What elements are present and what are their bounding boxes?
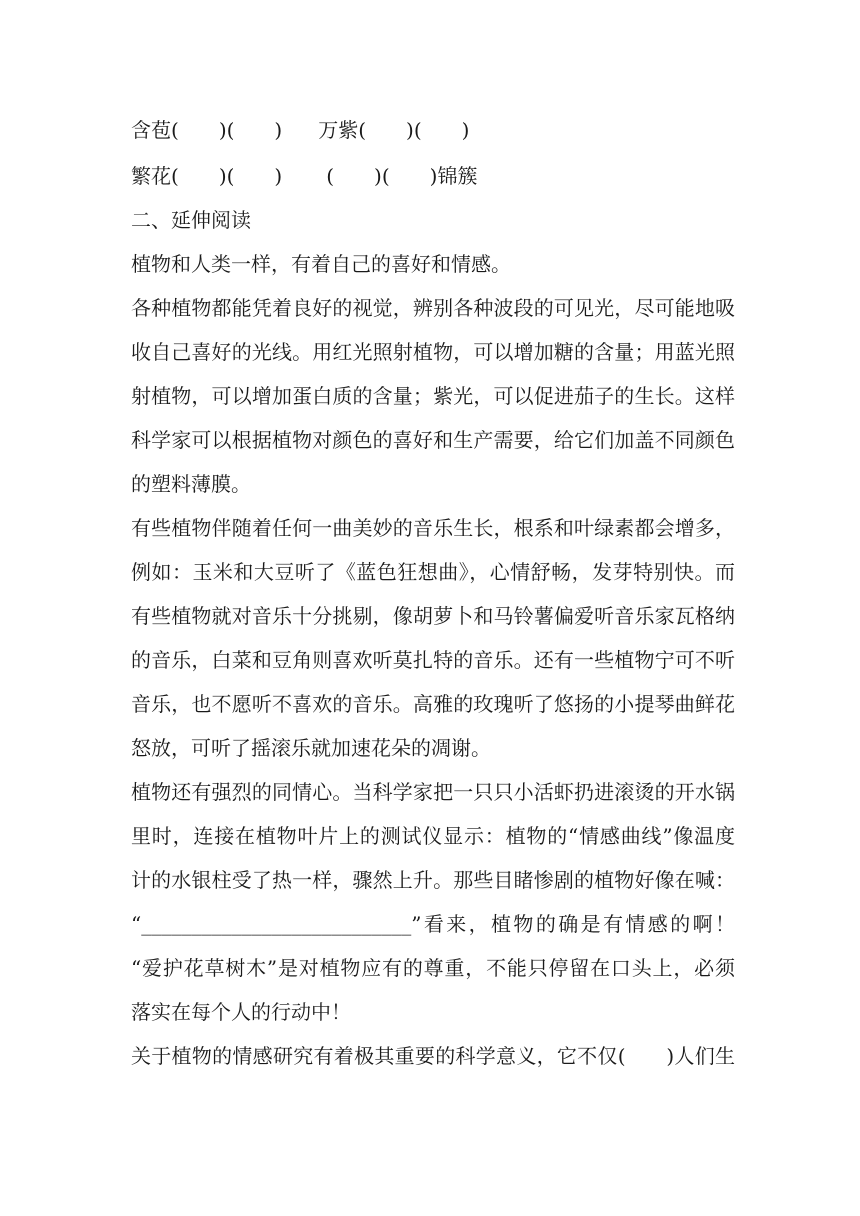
idiom-hanbao: 含苞( xyxy=(131,118,179,142)
paragraph-line: 音乐，也不愿听不喜欢的音乐。高雅的玫瑰听了悠扬的小提琴曲鲜花 xyxy=(131,692,735,716)
paragraph-line: 关于植物的情感研究有着极其重要的科学意义，它不仅( )人们生 xyxy=(131,1044,735,1068)
idiom-fill-row-2 xyxy=(131,154,735,198)
document-content xyxy=(131,108,735,1078)
idiom-bracket: )( xyxy=(218,118,235,142)
paragraph-line: 植物还有强烈的同情心。当科学家把一只只小活虾扔进滚烫的开水锅 xyxy=(131,780,735,804)
paragraph-line: 怒放，可听了摇滚乐就加速花朵的凋谢。 xyxy=(131,736,491,760)
paragraph-line: 植物和人类一样，有着自己的喜好和情感。 xyxy=(131,252,511,276)
idiom-bracket: ) xyxy=(274,164,283,188)
paragraph-line: 计的水银柱受了热一样，骤然上升。那些目睹惨剧的植物好像在喊： xyxy=(131,868,735,892)
idiom-bracket: )( xyxy=(218,164,235,188)
idiom-bracket: )( xyxy=(374,164,390,188)
paragraph-line: 各种植物都能凭着良好的视觉，辨别各种波段的可见光，尽可能地吸 xyxy=(131,296,735,320)
paragraph-line: “爱护花草树木”是对植物应有的尊重，不能只停留在口头上，必须 xyxy=(131,956,735,980)
idiom-bracket: )( xyxy=(406,118,422,142)
paragraph-line: 有些植物伴随着任何一曲美妙的音乐生长，根系和叶绿素都会增多， xyxy=(131,516,735,540)
paragraph-line: 例如：玉米和大豆听了《蓝色狂想曲》，心情舒畅，发芽特别快。而 xyxy=(131,560,735,584)
idiom-fill-row-1 xyxy=(131,108,735,154)
paragraph-line: 的塑料薄膜。 xyxy=(131,472,251,496)
paragraph-line: 射植物，可以增加蛋白质的含量；紫光，可以促进茄子的生长。这样 xyxy=(131,384,735,408)
idiom-bracket: ) xyxy=(461,118,470,142)
idiom-jincu-open: ( xyxy=(326,164,335,188)
paragraph-line: 落实在每个人的行动中！ xyxy=(131,1000,351,1024)
paragraph-line: 的音乐，白菜和豆角则喜欢听莫扎特的音乐。还有一些植物宁可不听 xyxy=(131,648,735,672)
paragraph-line: 收自己喜好的光线。用红光照射植物，可以增加糖的含量；用蓝光照 xyxy=(131,340,735,364)
idiom-jincu: )锦簇 xyxy=(429,164,478,188)
idiom-fanhua: 繁花( xyxy=(131,164,179,188)
paragraph-line: 科学家可以根据植物对颜色的喜好和生产需要，给它们加盖不同颜色 xyxy=(131,428,735,452)
section-title: 二、延伸阅读 xyxy=(131,208,251,232)
answer-blank-line[interactable]: “___________________________”看来，植物的确是有情感的啊！ xyxy=(131,912,735,936)
paragraph-line: 里时，连接在植物叶片上的测试仪显示：植物的“情感曲线”像温度 xyxy=(131,824,735,848)
idiom-bracket: ) xyxy=(274,118,283,142)
paragraph-line: 有些植物就对音乐十分挑剔，像胡萝卜和马铃薯偏爱听音乐家瓦格纳 xyxy=(131,604,735,628)
idiom-wanzi: 万紫( xyxy=(318,118,367,142)
